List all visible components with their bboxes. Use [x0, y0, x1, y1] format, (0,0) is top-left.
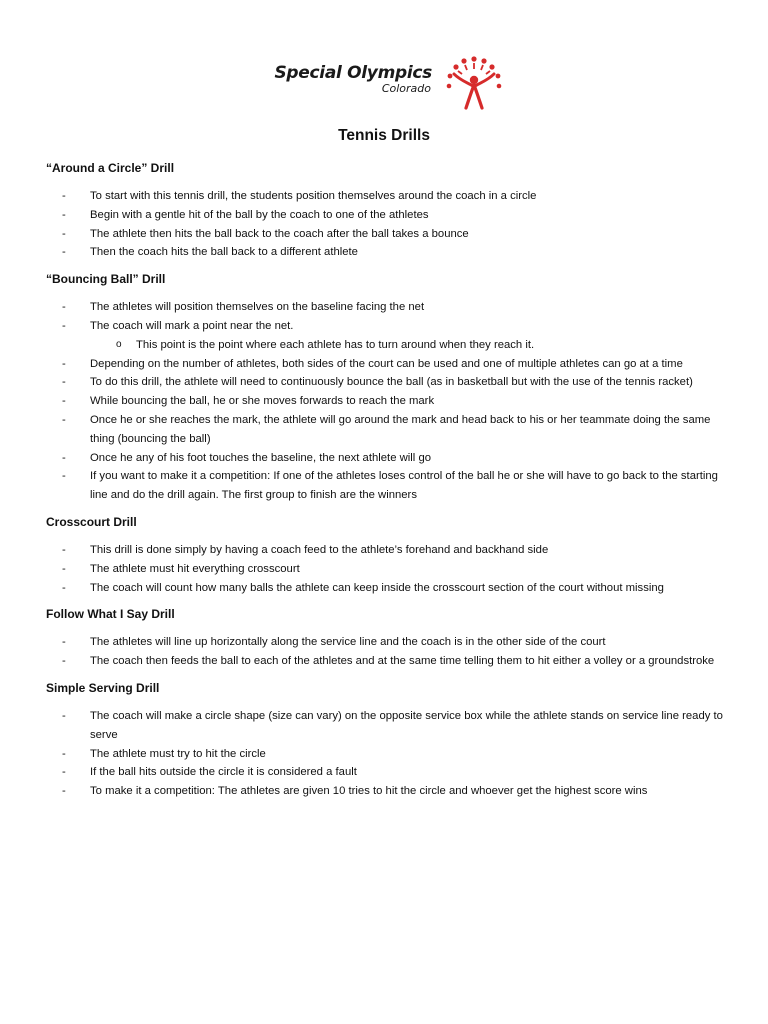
document-title: Tennis Drills [338, 127, 430, 144]
bullet-list [46, 298, 736, 505]
bullet-list [46, 633, 736, 671]
list-item: - The athletes will position themselves on the baseline facing the net [46, 298, 736, 317]
list-item: - While bouncing the ball, he or she moves forwards to reach the mark [46, 392, 736, 411]
list-item: - If the ball hits outside the circle it is considered a fault [46, 763, 736, 782]
list-item: - Once he or she reaches the mark, the athlete will go around the mark and head back to his or her teammate doing the same thing (bouncing the ball) [46, 411, 736, 449]
section-bouncing-ball [46, 271, 736, 505]
logo-wordmark [274, 64, 432, 96]
special-olympics-logo [274, 52, 512, 114]
special-olympics-figure-icon [436, 52, 512, 114]
list-item: - To start with this tennis drill, the students position themselves around the coach in a circle [46, 187, 736, 206]
list-item: - The athlete must hit everything crosscourt [46, 560, 736, 579]
list-item: - The athletes will line up horizontally along the service line and the coach is in the other side of the court [46, 633, 736, 652]
list-item: - Once he any of his foot touches the baseline, the next athlete will go [46, 449, 736, 468]
document-body [46, 160, 736, 810]
bullet-list [46, 187, 736, 262]
section-heading: “Around a Circle” Drill [46, 161, 175, 175]
list-item: - To do this drill, the athlete will need to continuously bounce the ball (as in basketball but with the use of the tennis racket) [46, 373, 736, 392]
list-item: - Begin with a gentle hit of the ball by the coach to one of the athletes [46, 206, 736, 225]
section-heading: “Bouncing Ball” Drill [46, 272, 166, 287]
section-simple-serving [46, 680, 736, 801]
list-item: - The coach will count how many balls the athlete can keep inside the crosscourt section of the court without missing [46, 579, 736, 598]
section-heading: Crosscourt Drill [46, 514, 137, 529]
sub-list-item: o This point is the point where each athlete has to turn around when they reach it. [46, 336, 736, 355]
list-item: - The coach then feeds the ball to each of the athletes and at the same time telling them to hit either a volley or a groundstroke [46, 652, 736, 671]
section-around-a-circle [46, 160, 736, 262]
list-item: - This drill is done simply by having a coach feed to the athlete’s forehand and backhand side [46, 541, 736, 560]
list-item: - The athlete must try to hit the circle [46, 745, 736, 764]
list-item: - To make it a competition: The athletes are given 10 tries to hit the circle and whoever get the highest score wins [46, 782, 736, 801]
list-item: - If you want to make it a competition: If one of the athletes loses control of the ball he or she will have to go back to the starting line and do the drill again. The first group to finish are the winners [46, 467, 736, 505]
list-item: - The coach will make a circle shape (size can vary) on the opposite service box while the athlete stands on service line ready to serve [46, 707, 736, 745]
bullet-list [46, 541, 736, 597]
list-item: - Depending on the number of athletes, both sides of the court can be used and one of multiple athletes can go at a time [46, 355, 736, 374]
section-heading: Simple Serving Drill [46, 680, 160, 695]
logo-name: Special Olympics [274, 63, 432, 83]
bullet-list [46, 707, 736, 801]
section-follow-what-i-say [46, 606, 736, 671]
logo-region: Colorado [381, 82, 431, 95]
section-heading: Follow What I Say Drill [46, 607, 175, 622]
list-item: - The coach will mark a point near the net. [46, 317, 736, 336]
list-item: - The athlete then hits the ball back to the coach after the ball takes a bounce [46, 225, 736, 244]
list-item: - Then the coach hits the ball back to a different athlete [46, 243, 736, 262]
section-crosscourt [46, 514, 736, 597]
